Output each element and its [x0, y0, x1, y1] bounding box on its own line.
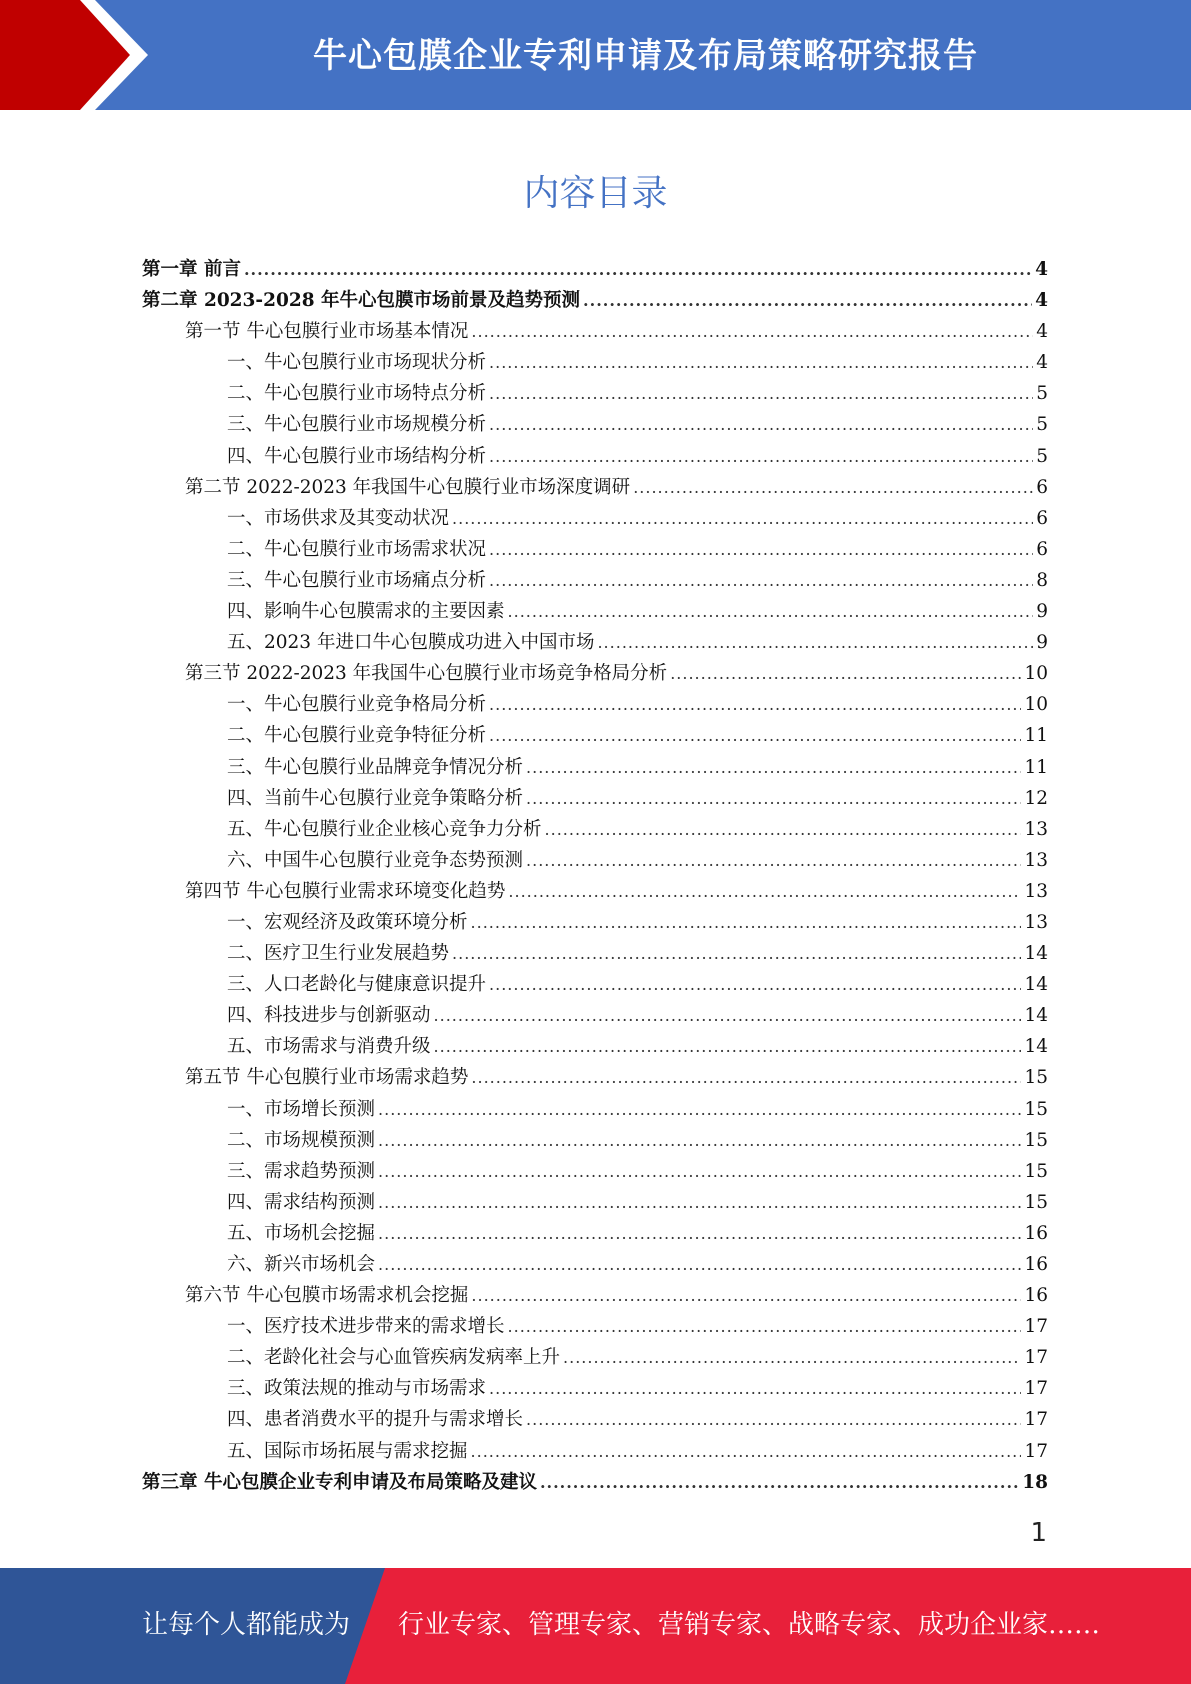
- toc-dot-leader: [452, 938, 1021, 969]
- toc-entry-label: 四、影响牛心包膜需求的主要因素: [227, 601, 505, 623]
- toc-entry-page: 14: [1024, 1036, 1048, 1058]
- toc-entry-page: 16: [1024, 1285, 1048, 1307]
- toc-entry-page: 5: [1036, 383, 1048, 405]
- toc-dot-leader: [508, 596, 1034, 627]
- toc-entry-label: 四、牛心包膜行业市场结构分析: [227, 445, 487, 467]
- toc-dot-leader: [508, 876, 1021, 907]
- toc-heading: 内容目录: [523, 173, 668, 214]
- toc-entry[interactable]: [142, 752, 1048, 783]
- toc-entry-label: 第五节 牛心包膜行业市场需求趋势: [185, 1067, 469, 1089]
- toc-entry[interactable]: [142, 1156, 1048, 1187]
- toc-entry-page: 13: [1024, 880, 1048, 902]
- toc-entry-page: 5: [1036, 445, 1048, 467]
- toc-dot-leader: [489, 378, 1033, 409]
- toc-dot-leader: [508, 1311, 1022, 1342]
- toc-entry-page: 9: [1036, 601, 1048, 623]
- toc-dot-leader: [545, 814, 1022, 845]
- toc-dot-leader: [633, 472, 1033, 503]
- toc-dot-leader: [489, 534, 1033, 565]
- toc-entry[interactable]: [142, 689, 1048, 720]
- toc-dot-leader: [489, 565, 1033, 596]
- toc-dot-leader: [489, 409, 1033, 440]
- toc-entry[interactable]: [142, 1311, 1048, 1342]
- toc-entry-label: 四、科技进步与创新驱动: [227, 1005, 431, 1027]
- toc-dot-leader: [489, 347, 1033, 378]
- toc-entry-label: 三、人口老龄化与健康意识提升: [227, 974, 487, 996]
- toc-entry-page: 14: [1024, 943, 1048, 965]
- toc-entry-label: 第三章 牛心包膜企业专利申请及布局策略及建议: [142, 1471, 537, 1493]
- toc-entry-label: 第三节 2022-2023 年我国牛心包膜行业市场竞争格局分析: [185, 663, 668, 685]
- toc-entry-label: 三、需求趋势预测: [227, 1160, 376, 1182]
- toc-dot-leader: [471, 1280, 1021, 1311]
- toc-entry-label: 第二节 2022-2023 年我国牛心包膜行业市场深度调研: [185, 476, 631, 498]
- toc-dot-leader: [489, 720, 1021, 751]
- toc-entry-page: 10: [1024, 694, 1048, 716]
- toc-entry-label: 六、新兴市场机会: [227, 1254, 376, 1275]
- toc-dot-leader: [434, 1000, 1022, 1031]
- toc-entry-label: 三、政策法规的推动与市场需求: [227, 1378, 487, 1400]
- toc-entry-label: 二、市场规模预测: [227, 1129, 376, 1151]
- toc-dot-leader: [378, 1187, 1021, 1218]
- toc-entry-label: 一、牛心包膜行业市场现状分析: [227, 352, 487, 374]
- toc-dot-leader: [378, 1125, 1021, 1156]
- toc-dot-leader: [452, 503, 1033, 534]
- toc-entry[interactable]: [142, 254, 1048, 285]
- toc-dot-leader: [378, 1249, 1021, 1280]
- toc-entry[interactable]: [142, 472, 1048, 503]
- toc-entry[interactable]: [142, 347, 1048, 378]
- toc-entry[interactable]: [142, 627, 1048, 658]
- toc-entry-page: 4: [1036, 321, 1048, 343]
- toc-entry-page: 14: [1024, 974, 1048, 996]
- toc-dot-leader: [583, 285, 1032, 316]
- toc-entry-label: 第六节 牛心包膜市场需求机会挖掘: [185, 1285, 469, 1307]
- toc-entry[interactable]: [142, 1218, 1048, 1249]
- toc-dot-leader: [378, 1094, 1021, 1125]
- toc-entry-page: 15: [1024, 1129, 1048, 1151]
- toc-dot-leader: [489, 441, 1033, 472]
- toc-entry-page: 14: [1024, 1005, 1048, 1027]
- toc-entry[interactable]: [142, 1000, 1048, 1031]
- toc-entry-label: 一、市场供求及其变动状况: [227, 507, 450, 529]
- toc-entry-page: 11: [1024, 725, 1048, 747]
- toc-entry-label: 六、中国牛心包膜行业竞争态势预测: [227, 849, 524, 871]
- toc-entry[interactable]: [142, 1187, 1048, 1218]
- toc-entry-label: 五、市场需求与消费升级: [227, 1036, 431, 1058]
- toc-entry[interactable]: [142, 1062, 1048, 1093]
- toc-entry[interactable]: [142, 565, 1048, 596]
- toc-entry[interactable]: [142, 1436, 1048, 1467]
- toc-entry-label: 二、牛心包膜行业竞争特征分析: [227, 725, 487, 747]
- toc-entry[interactable]: [142, 534, 1048, 565]
- toc-entry-label: 第二章 2023-2028 年牛心包膜市场前景及趋势预测: [142, 290, 581, 312]
- toc-entry[interactable]: [142, 285, 1048, 316]
- toc-entry[interactable]: [142, 1342, 1048, 1373]
- toc-entry-page: 15: [1024, 1067, 1048, 1089]
- toc-entry-page: 6: [1036, 507, 1048, 529]
- toc-entry-page: 13: [1024, 911, 1048, 933]
- toc-entry-page: 6: [1036, 476, 1048, 498]
- toc-entry-label: 四、需求结构预测: [227, 1191, 376, 1213]
- report-footer: [0, 1568, 1191, 1684]
- toc-entry-label: 二、牛心包膜行业市场需求状况: [227, 538, 487, 560]
- toc-entry-label: 第四节 牛心包膜行业需求环境变化趋势: [185, 880, 506, 902]
- toc-entry-page: 8: [1036, 569, 1048, 591]
- toc-entry-page: 9: [1036, 632, 1048, 654]
- toc-entry-label: 二、牛心包膜行业市场特点分析: [227, 383, 487, 405]
- toc-entry-page: 17: [1024, 1347, 1048, 1369]
- toc-entry-page: 16: [1024, 1254, 1048, 1275]
- toc-entry[interactable]: [142, 1373, 1048, 1404]
- toc-entry[interactable]: [142, 1094, 1048, 1125]
- toc-entry[interactable]: [142, 845, 1048, 876]
- toc-dot-leader: [244, 254, 1032, 285]
- toc-entry-page: 17: [1024, 1316, 1048, 1338]
- toc-entry[interactable]: [142, 503, 1048, 534]
- toc-dot-leader: [526, 1404, 1021, 1435]
- page-number: 1: [1030, 1518, 1047, 1548]
- toc-dot-leader: [471, 907, 1022, 938]
- toc-entry-label: 三、牛心包膜行业市场痛点分析: [227, 569, 487, 591]
- toc-entry-page: 17: [1024, 1409, 1048, 1431]
- toc-entry[interactable]: [142, 876, 1048, 907]
- toc-dot-leader: [526, 752, 1021, 783]
- toc-entry-label: 三、牛心包膜行业市场规模分析: [227, 414, 487, 436]
- toc-entry-label: 五、市场机会挖掘: [227, 1222, 376, 1244]
- toc-entry[interactable]: [142, 1404, 1048, 1435]
- toc-entry[interactable]: [142, 1031, 1048, 1062]
- toc-entry[interactable]: [142, 720, 1048, 751]
- toc-dot-leader: [471, 1062, 1021, 1093]
- toc-entry-page: 13: [1024, 818, 1048, 840]
- toc-dot-leader: [378, 1218, 1021, 1249]
- toc-entry[interactable]: [142, 783, 1048, 814]
- toc-dot-leader: [670, 658, 1021, 689]
- toc-entry-label: 第一节 牛心包膜行业市场基本情况: [185, 321, 469, 343]
- toc-entry-label: 一、宏观经济及政策环境分析: [227, 911, 468, 933]
- toc-dot-leader: [471, 316, 1033, 347]
- toc-dot-leader: [489, 969, 1021, 1000]
- toc-entry-page: 18: [1022, 1471, 1048, 1493]
- report-title: 牛心包膜企业专利申请及布局策略研究报告: [313, 36, 978, 76]
- toc-entry[interactable]: [142, 907, 1048, 938]
- toc-entry-page: 17: [1024, 1378, 1048, 1400]
- toc-dot-leader: [526, 845, 1021, 876]
- report-header: [0, 0, 1191, 110]
- toc-entry-label: 一、牛心包膜行业竞争格局分析: [227, 694, 487, 716]
- toc-entry-label: 四、患者消费水平的提升与需求增长: [227, 1409, 524, 1431]
- toc-entry[interactable]: [142, 409, 1048, 440]
- toc-entry-page: 12: [1024, 787, 1048, 809]
- toc-entry-label: 二、医疗卫生行业发展趋势: [227, 943, 450, 965]
- toc-entry-page: 17: [1024, 1440, 1048, 1462]
- toc-entry[interactable]: [142, 814, 1048, 845]
- toc-entry[interactable]: [142, 1467, 1048, 1498]
- toc-dot-leader: [540, 1467, 1019, 1498]
- toc-entry-page: 10: [1024, 663, 1048, 685]
- toc-entry[interactable]: [142, 1249, 1048, 1280]
- footer-slogan-right: 行业专家、管理专家、营销专家、战略专家、成功企业家……: [398, 1610, 1101, 1640]
- toc-entry-page: 13: [1024, 849, 1048, 871]
- toc-entry-page: 15: [1024, 1160, 1048, 1182]
- toc-entry-label: 一、医疗技术进步带来的需求增长: [227, 1316, 505, 1338]
- toc-entry-page: 6: [1036, 538, 1048, 560]
- toc-entry-label: 五、国际市场拓展与需求挖掘: [227, 1440, 468, 1462]
- toc-entry[interactable]: [142, 596, 1048, 627]
- toc-entry-page: 16: [1024, 1222, 1048, 1244]
- toc-entry-label: 三、牛心包膜行业品牌竞争情况分析: [227, 756, 524, 778]
- toc-entry-label: 五、牛心包膜行业企业核心竞争力分析: [227, 818, 542, 840]
- toc-dot-leader: [526, 783, 1021, 814]
- toc-dot-leader: [471, 1436, 1022, 1467]
- toc-entry-label: 四、当前牛心包膜行业竞争策略分析: [227, 787, 524, 809]
- toc-entry-label: 二、老龄化社会与心血管疾病发病率上升: [227, 1347, 561, 1369]
- toc-entry-page: 15: [1024, 1191, 1048, 1213]
- footer-slogan-left: 让每个人都能成为: [142, 1610, 351, 1640]
- toc-dot-leader: [378, 1156, 1021, 1187]
- toc-dot-leader: [434, 1031, 1022, 1062]
- toc-dot-leader: [489, 1373, 1021, 1404]
- toc-entry-label: 一、市场增长预测: [227, 1098, 376, 1120]
- toc-entry-page: 4: [1035, 259, 1048, 280]
- table-of-contents: [142, 254, 1048, 1498]
- toc-dot-leader: [563, 1342, 1021, 1373]
- toc-entry-page: 4: [1035, 290, 1048, 312]
- toc-entry[interactable]: [142, 1280, 1048, 1311]
- toc-entry-page: 5: [1036, 414, 1048, 436]
- toc-entry[interactable]: [142, 441, 1048, 472]
- toc-entry[interactable]: [142, 658, 1048, 689]
- toc-entry[interactable]: [142, 316, 1048, 347]
- toc-entry-page: 15: [1024, 1098, 1048, 1120]
- toc-dot-leader: [597, 627, 1033, 658]
- toc-entry[interactable]: [142, 938, 1048, 969]
- toc-entry[interactable]: [142, 378, 1048, 409]
- toc-entry-label: 五、2023 年进口牛心包膜成功进入中国市场: [227, 632, 595, 654]
- toc-entry[interactable]: [142, 969, 1048, 1000]
- toc-entry[interactable]: [142, 1125, 1048, 1156]
- toc-entry-page: 4: [1036, 352, 1048, 374]
- toc-entry-page: 11: [1024, 756, 1048, 778]
- toc-entry-label: 第一章 前言: [142, 259, 241, 280]
- toc-dot-leader: [489, 689, 1021, 720]
